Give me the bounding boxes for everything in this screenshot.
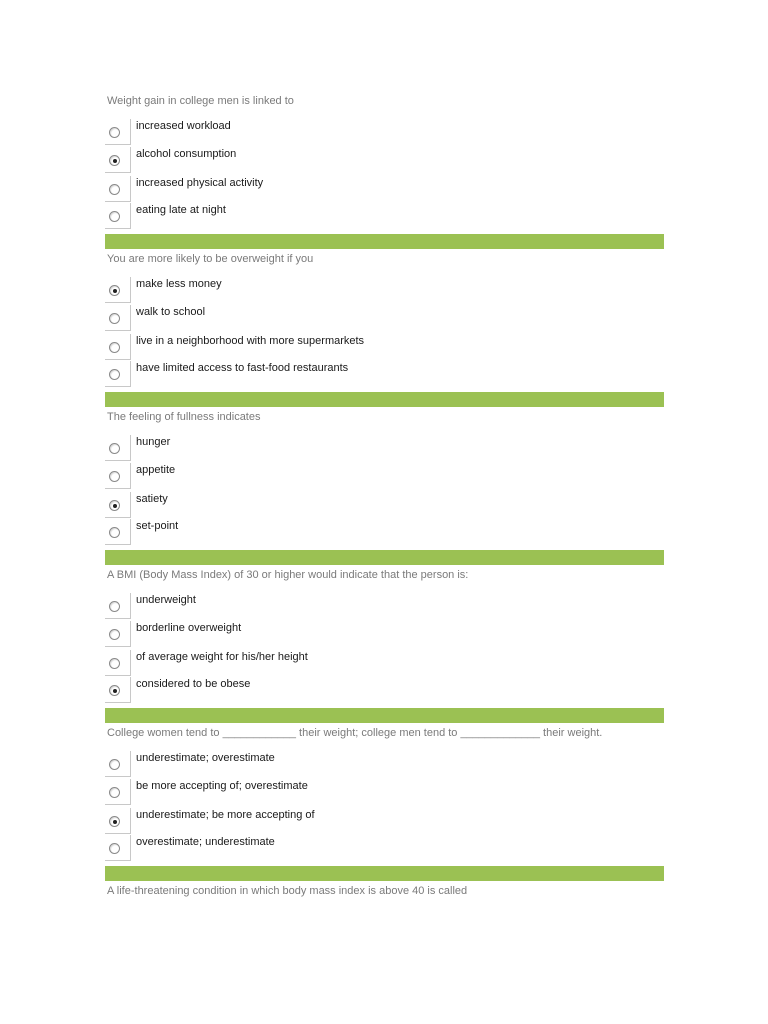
option-accepting-overestimate[interactable] <box>105 779 505 805</box>
radio-button[interactable] <box>109 658 120 669</box>
question-text: The feeling of fullness indicates <box>107 411 261 423</box>
radio-button[interactable] <box>109 211 120 222</box>
option-label: increased physical activity <box>136 177 264 189</box>
option-label: underestimate; be more accepting of <box>136 809 315 821</box>
option-eating-late-at-night[interactable] <box>105 203 505 229</box>
radio-button[interactable] <box>109 285 120 296</box>
option-label: borderline overweight <box>136 622 242 634</box>
radio-button[interactable] <box>109 787 120 798</box>
option-label: be more accepting of; overestimate <box>136 780 308 792</box>
option-label: underweight <box>136 594 196 606</box>
radio-button[interactable] <box>109 816 120 827</box>
option-overestimate-underestimate[interactable] <box>105 835 505 861</box>
option-hunger[interactable] <box>105 435 505 461</box>
radio-button[interactable] <box>109 155 120 166</box>
separator-bar <box>105 392 664 407</box>
question-text: Weight gain in college men is linked to <box>107 95 294 107</box>
radio-button[interactable] <box>109 313 120 324</box>
question-text: College women tend to ____________ their weight; college men tend to _____________ their weight. <box>107 727 603 739</box>
option-increased-workload[interactable] <box>105 119 505 145</box>
option-underestimate-accepting[interactable] <box>105 808 505 834</box>
radio-button[interactable] <box>109 500 120 511</box>
radio-button[interactable] <box>109 443 120 454</box>
question-text: A BMI (Body Mass Index) of 30 or higher would indicate that the person is: <box>107 569 469 581</box>
option-borderline-overweight[interactable] <box>105 621 505 647</box>
option-walk-to-school[interactable] <box>105 305 505 331</box>
option-alcohol-consumption[interactable] <box>105 147 505 173</box>
option-label: underestimate; overestimate <box>136 752 275 764</box>
option-label: walk to school <box>136 306 206 318</box>
option-label: set-point <box>136 520 179 532</box>
option-label: have limited access to fast-food restaurants <box>136 362 349 374</box>
radio-button[interactable] <box>109 184 120 195</box>
radio-button[interactable] <box>109 127 120 138</box>
radio-button[interactable] <box>109 527 120 538</box>
option-label: make less money <box>136 278 222 290</box>
option-label: increased workload <box>136 120 231 132</box>
option-limited-fast-food-access[interactable] <box>105 361 505 387</box>
option-obese[interactable] <box>105 677 505 703</box>
option-label: appetite <box>136 464 176 476</box>
radio-button[interactable] <box>109 759 120 770</box>
option-average-weight[interactable] <box>105 650 505 676</box>
option-increased-physical-activity[interactable] <box>105 176 505 202</box>
option-underestimate-overestimate[interactable] <box>105 751 505 777</box>
option-appetite[interactable] <box>105 463 505 489</box>
radio-button[interactable] <box>109 843 120 854</box>
option-label: alcohol consumption <box>136 148 237 160</box>
question-text: You are more likely to be overweight if you <box>107 253 314 265</box>
separator-bar <box>105 866 664 881</box>
separator-bar <box>105 234 664 249</box>
option-set-point[interactable] <box>105 519 505 545</box>
option-satiety[interactable] <box>105 492 505 518</box>
separator-bar <box>105 550 664 565</box>
radio-button[interactable] <box>109 369 120 380</box>
option-label: of average weight for his/her height <box>136 651 308 663</box>
option-label: hunger <box>136 436 171 448</box>
radio-button[interactable] <box>109 629 120 640</box>
radio-button[interactable] <box>109 601 120 612</box>
radio-button[interactable] <box>109 342 120 353</box>
radio-button[interactable] <box>109 685 120 696</box>
option-label: considered to be obese <box>136 678 251 690</box>
option-label: eating late at night <box>136 204 226 216</box>
question-text: A life-threatening condition in which body mass index is above 40 is called <box>107 885 468 897</box>
option-underweight[interactable] <box>105 593 505 619</box>
radio-button[interactable] <box>109 471 120 482</box>
option-label: live in a neighborhood with more supermarkets <box>136 335 365 347</box>
option-make-less-money[interactable] <box>105 277 505 303</box>
option-label: overestimate; underestimate <box>136 836 275 848</box>
option-live-near-supermarkets[interactable] <box>105 334 505 360</box>
separator-bar <box>105 708 664 723</box>
option-label: satiety <box>136 493 168 505</box>
